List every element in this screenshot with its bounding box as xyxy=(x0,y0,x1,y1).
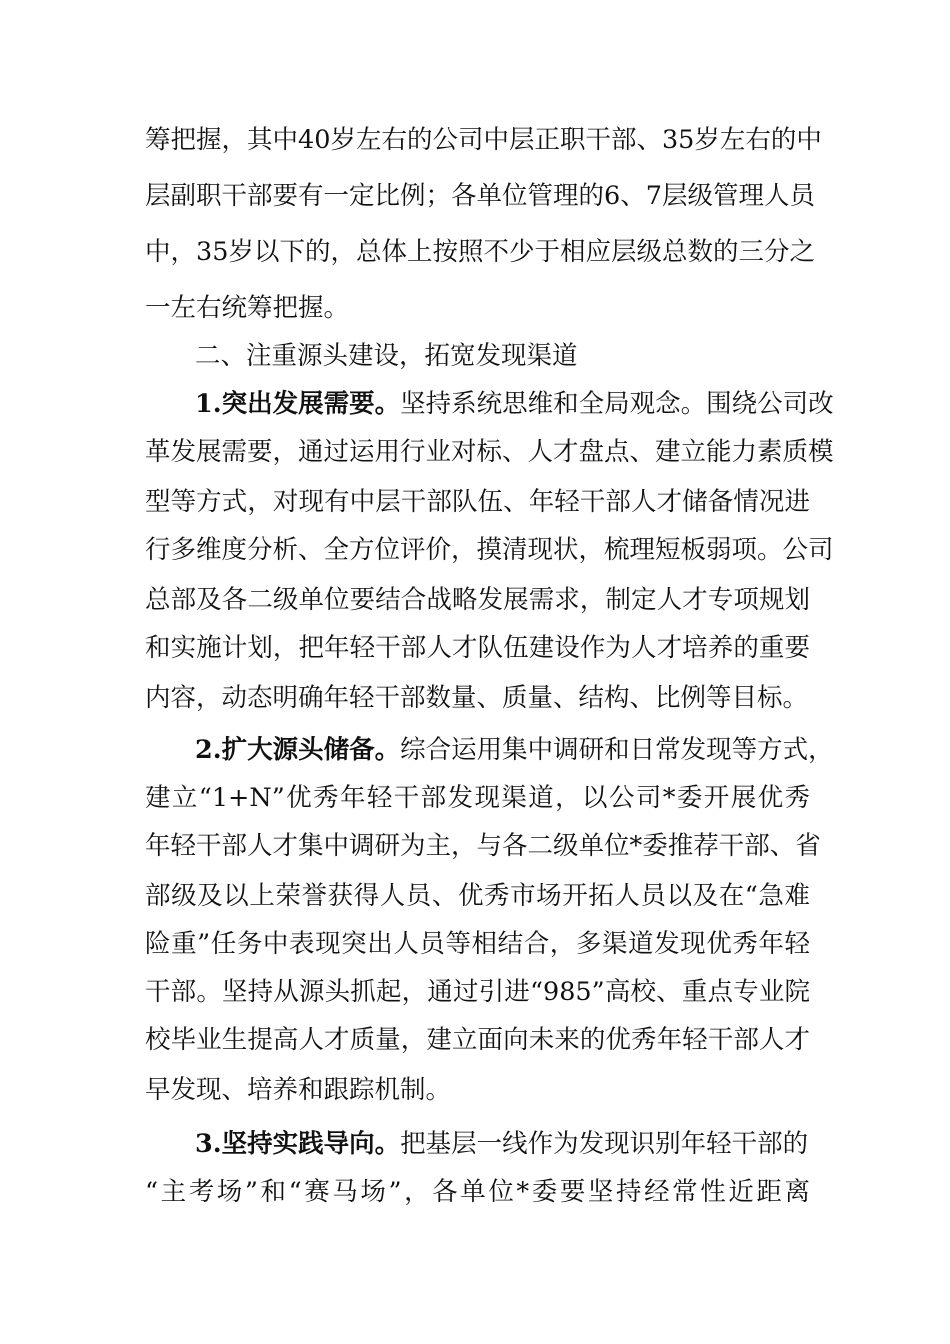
text-line-2: 层副职干部要有一定比例；各单位管理的6、7层级管理人员 xyxy=(145,181,815,211)
text-line-18: 干部。坚持从源头抓起，通过引进“985”高校、重点专业院 xyxy=(145,977,810,1007)
paragraph-2-first-line xyxy=(195,730,834,770)
text-line-22: “主考场”和“赛马场”，各单位*委要坚持经常性近距离 xyxy=(145,1177,810,1207)
text-line-15: 年轻干部人才集中调研为主，与各二级单位*委推荐干部、省 xyxy=(145,831,821,861)
paragraph-2-bold-lead: 2.扩大源头储备。 xyxy=(195,735,401,765)
text-line-7: 革发展需要，通过运用行业对标、人才盘点、建立能力素质模 xyxy=(145,437,834,467)
text-line-11: 和实施计划，把年轻干部人才队伍建设作为人才培养的重要 xyxy=(145,633,810,663)
text-line-8: 型等方式，对现有中层干部队伍、年轻干部人才储备情况进 xyxy=(145,487,810,517)
paragraph-1-bold-lead: 1.突出发展需要。 xyxy=(195,389,401,419)
paragraph-1-text: 坚持系统思维和全局观念。围绕公司改 xyxy=(400,389,834,419)
paragraph-1-first-line xyxy=(195,384,834,424)
text-line-10: 总部及各二级单位要结合战略发展需求，制定人才专项规划 xyxy=(145,585,810,615)
text-line-16: 部级及以上荣誉获得人员、优秀市场开拓人员以及在“急难 xyxy=(145,881,810,911)
paragraph-2-text: 综合运用集中调研和日常发现等方式， xyxy=(400,735,834,765)
paragraph-3-text: 把基层一线作为发现识别年轻干部的 xyxy=(400,1129,809,1159)
text-line-4: 一左右统筹把握。 xyxy=(145,293,350,323)
text-line-19: 校毕业生提高人才质量，建立面向未来的优秀年轻干部人才 xyxy=(145,1025,810,1055)
paragraph-3-bold-lead: 3.坚持实践导向。 xyxy=(195,1129,401,1159)
paragraph-3-first-line xyxy=(195,1124,808,1164)
section-heading: 二、注重源头建设，拓宽发现渠道 xyxy=(195,341,578,371)
text-line-1: 筹把握，其中40岁左右的公司中层正职干部、35岁左右的中 xyxy=(145,125,822,155)
text-line-3: 中，35岁以下的，总体上按照不少于相应层级总数的三分之 xyxy=(145,237,815,267)
text-line-20: 早发现、培养和跟踪机制。 xyxy=(145,1075,452,1105)
text-line-12: 内容，动态明确年轻干部数量、质量、结构、比例等目标。 xyxy=(145,683,809,713)
text-line-9: 行多维度分析、全方位评价，摸清现状，梳理短板弱项。公司 xyxy=(145,535,834,565)
text-line-17: 险重”任务中表现突出人员等相结合，多渠道发现优秀年轻 xyxy=(145,929,810,959)
text-line-14: 建立“1+N”优秀年轻干部发现渠道，以公司*委开展优秀 xyxy=(145,783,810,813)
